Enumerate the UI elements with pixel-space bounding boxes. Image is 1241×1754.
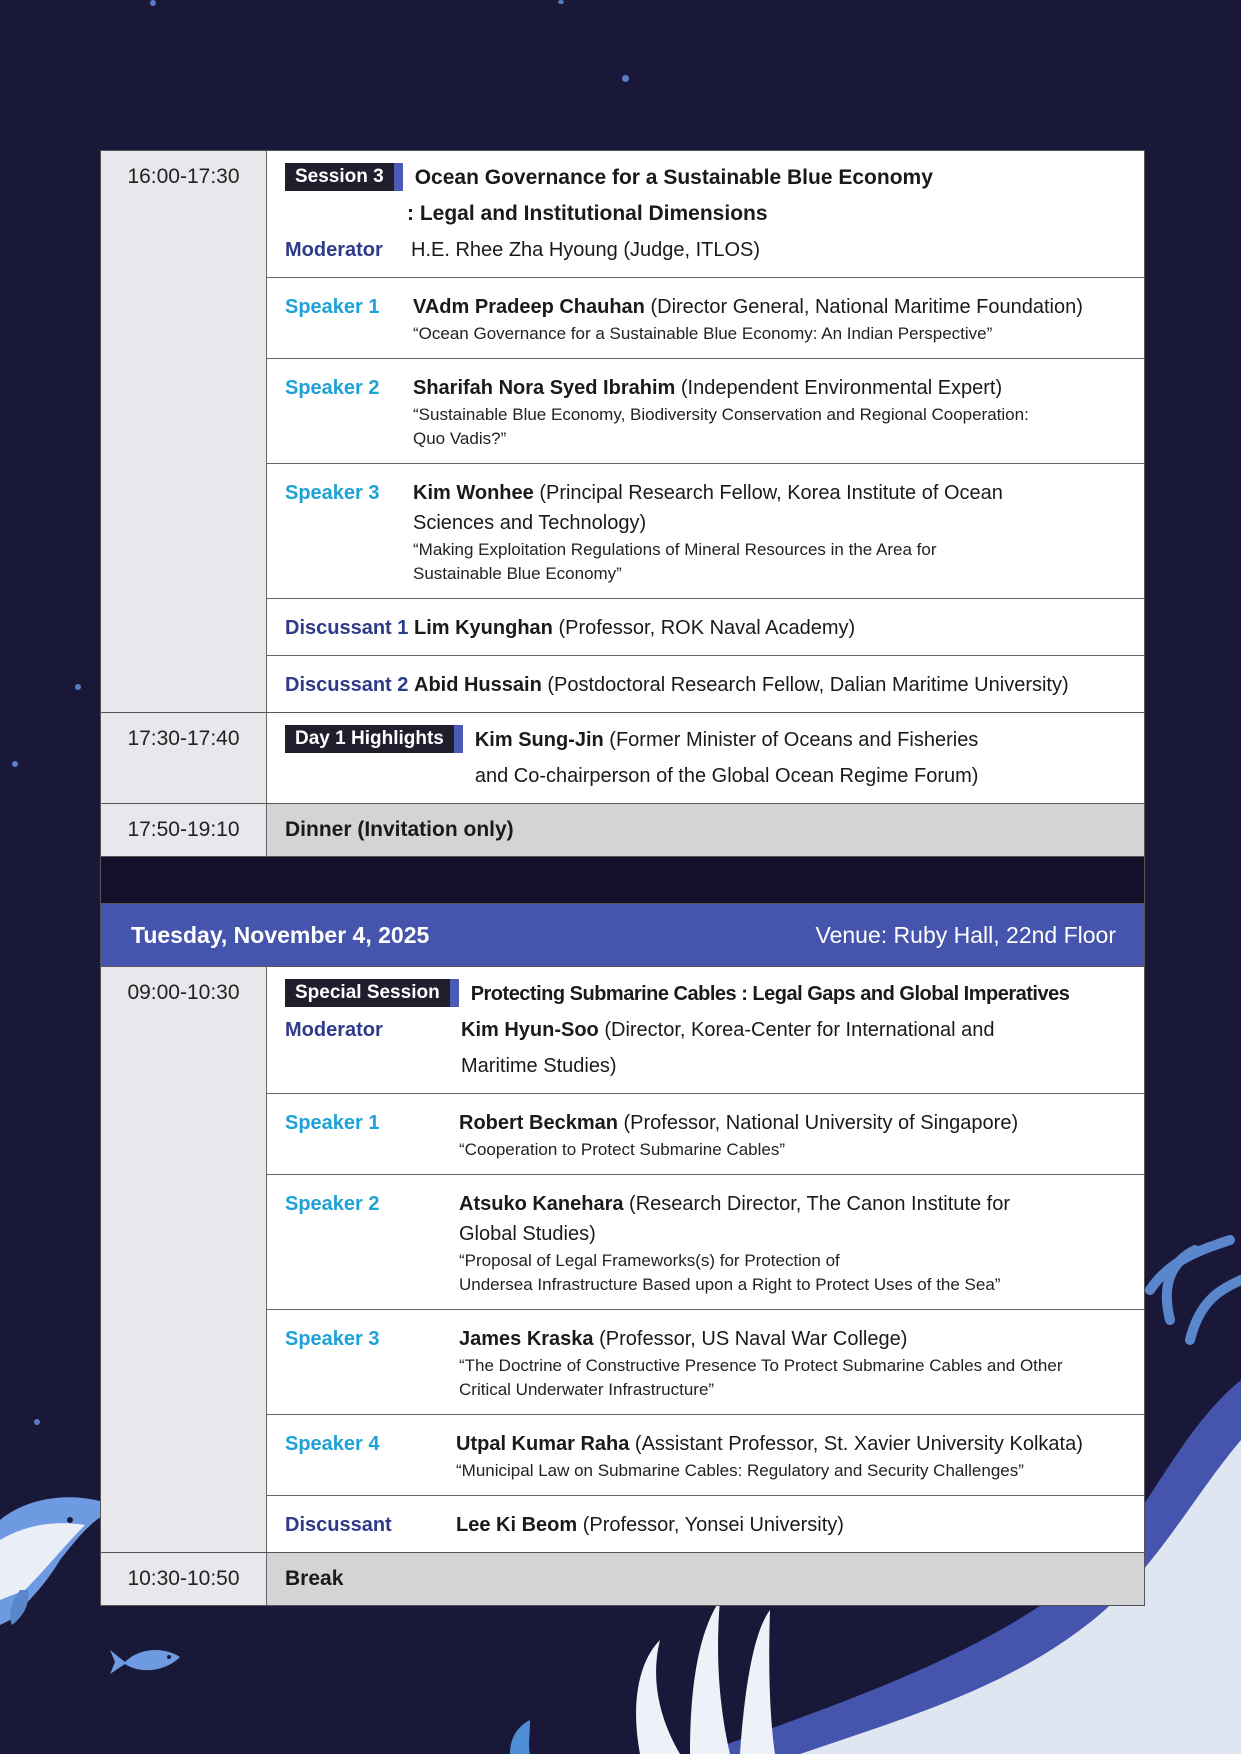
speaker-label: Speaker 2 — [285, 377, 380, 399]
discussant-label: Discussant 1 — [285, 617, 409, 639]
speaker-name: Utpal Kumar Raha — [456, 1433, 630, 1455]
speaker-affiliation: (Principal Research Fellow, Korea Institute of Ocean — [533, 482, 1003, 504]
speaker-row — [267, 1310, 1144, 1415]
day-date: Tuesday, November 4, 2025 — [131, 921, 430, 948]
discussant-label: Discussant 2 — [285, 674, 409, 696]
speaker-affiliation: (Assistant Professor, St. Xavier University Kolkata) — [629, 1433, 1083, 1455]
speaker-label: Speaker 3 — [285, 482, 380, 504]
session-block — [100, 150, 1145, 712]
talk-title-cont: Undersea Infrastructure Based upon a Right to Protect Uses of the Sea” — [459, 1275, 1001, 1294]
speaker-row — [267, 278, 1144, 359]
day-separator — [100, 856, 1145, 903]
speaker-row — [267, 1415, 1144, 1496]
speaker-label: Speaker 4 — [285, 1433, 380, 1455]
discussant-label: Discussant — [285, 1514, 392, 1536]
day-venue: Venue: Ruby Hall, 22nd Floor — [815, 921, 1116, 948]
speaker-label: Speaker 1 — [285, 1112, 380, 1134]
talk-title: “Proposal of Legal Frameworks(s) for Protection of — [459, 1251, 840, 1270]
speaker-name: James Kraska — [459, 1328, 594, 1350]
speaker-affiliation: (Research Director, The Canon Institute for — [623, 1193, 1010, 1215]
talk-title: “The Doctrine of Constructive Presence To Protect Submarine Cables and Other — [459, 1356, 1063, 1375]
session-subtitle: : Legal and Institutional Dimensions — [407, 202, 768, 225]
bubble-dot — [12, 761, 18, 767]
discussant-name: Abid Hussain — [414, 674, 542, 696]
special-session-time: 09:00-10:30 — [101, 967, 267, 1552]
bubble-dot — [75, 684, 81, 690]
discussant-name: Lee Ki Beom — [456, 1514, 578, 1536]
discussant-affiliation: (Professor, ROK Naval Academy) — [552, 617, 856, 639]
speaker-label: Speaker 3 — [285, 1328, 380, 1350]
speaker-affiliation-cont: Sciences and Technology) — [413, 512, 647, 534]
bubble-dot — [150, 0, 156, 6]
discussant-row — [267, 599, 1144, 656]
speaker-name: Kim Wonhee — [413, 482, 534, 504]
highlights-affiliation-cont: and Co-chairperson of the Global Ocean Regime Forum) — [474, 765, 979, 787]
speaker-name: VAdm Pradeep Chauhan — [413, 296, 645, 318]
speaker-label: Speaker 2 — [285, 1193, 380, 1215]
session-title: Ocean Governance for a Sustainable Blue Economy — [414, 166, 933, 189]
moderator-affiliation: (Director, Korea-Center for International and — [598, 1019, 995, 1041]
break-label: Break — [285, 1567, 344, 1590]
talk-title: “Making Exploitation Regulations of Mineral Resources in the Area for — [413, 540, 937, 559]
speaker-name: Robert Beckman — [459, 1112, 618, 1134]
speaker-affiliation-cont: Global Studies) — [459, 1223, 596, 1245]
talk-title: “Cooperation to Protect Submarine Cables” — [459, 1140, 785, 1159]
talk-title-cont: Critical Underwater Infrastructure” — [459, 1380, 715, 1399]
dinner-block — [100, 803, 1145, 856]
discussant-row — [267, 1496, 1144, 1552]
session-time: 16:00-17:30 — [101, 151, 267, 712]
dinner-time: 17:50-19:10 — [101, 804, 267, 856]
highlights-block — [100, 712, 1145, 803]
speaker-name: Atsuko Kanehara — [459, 1193, 624, 1215]
talk-title: “Municipal Law on Submarine Cables: Regulatory and Security Challenges” — [456, 1461, 1024, 1480]
special-session-block — [100, 966, 1145, 1552]
moderator-label: Moderator — [285, 239, 383, 261]
break-block — [100, 1552, 1145, 1606]
fish-illustration — [105, 1642, 185, 1682]
discussant-affiliation: (Professor, Yonsei University) — [577, 1514, 844, 1536]
speaker-row — [267, 1094, 1144, 1175]
speaker-affiliation: (Director General, National Maritime Foundation) — [644, 296, 1083, 318]
moderator-name: H.E. Rhee Zha Hyoung (Judge, ITLOS) — [411, 239, 761, 261]
speaker-label: Speaker 1 — [285, 296, 380, 318]
highlights-badge: Day 1 Highlights — [285, 725, 463, 753]
special-session-badge: Special Session — [285, 979, 459, 1007]
special-session-title: Protecting Submarine Cables : Legal Gaps and Global Imperatives — [470, 983, 1070, 1005]
discussant-row — [267, 656, 1144, 712]
program-table — [100, 150, 1145, 1606]
speaker-name: Sharifah Nora Syed Ibrahim — [413, 377, 676, 399]
speaker-affiliation: (Independent Environmental Expert) — [675, 377, 1003, 399]
moderator-label: Moderator — [285, 1019, 383, 1041]
speaker-affiliation: (Professor, National University of Singapore) — [617, 1112, 1019, 1134]
discussant-name: Lim Kyunghan — [414, 617, 553, 639]
bubble-dot — [622, 75, 629, 82]
highlights-speaker: Kim Sung-Jin — [474, 729, 604, 751]
day-header — [100, 903, 1145, 966]
talk-title: “Sustainable Blue Economy, Biodiversity Conservation and Regional Cooperation: — [413, 405, 1029, 424]
bubble-dot — [558, 0, 564, 4]
speaker-row — [267, 1175, 1144, 1310]
dinner-label: Dinner (Invitation only) — [285, 818, 514, 841]
talk-title-cont: Quo Vadis?” — [413, 429, 507, 448]
break-time: 10:30-10:50 — [101, 1553, 267, 1605]
session-badge: Session 3 — [285, 163, 403, 191]
highlights-affiliation: (Former Minister of Oceans and Fisheries — [603, 729, 979, 751]
moderator-affiliation-cont: Maritime Studies) — [461, 1055, 617, 1077]
speaker-row — [267, 359, 1144, 464]
talk-title: “Ocean Governance for a Sustainable Blue Economy: An Indian Perspective” — [413, 324, 993, 343]
session-header — [267, 151, 1144, 278]
speaker-row — [267, 464, 1144, 599]
speaker-affiliation: (Professor, US Naval War College) — [593, 1328, 908, 1350]
discussant-affiliation: (Postdoctoral Research Fellow, Dalian Maritime University) — [541, 674, 1069, 696]
highlights-time: 17:30-17:40 — [101, 713, 267, 803]
moderator-name: Kim Hyun-Soo — [461, 1019, 599, 1041]
talk-title-cont: Sustainable Blue Economy” — [413, 564, 622, 583]
